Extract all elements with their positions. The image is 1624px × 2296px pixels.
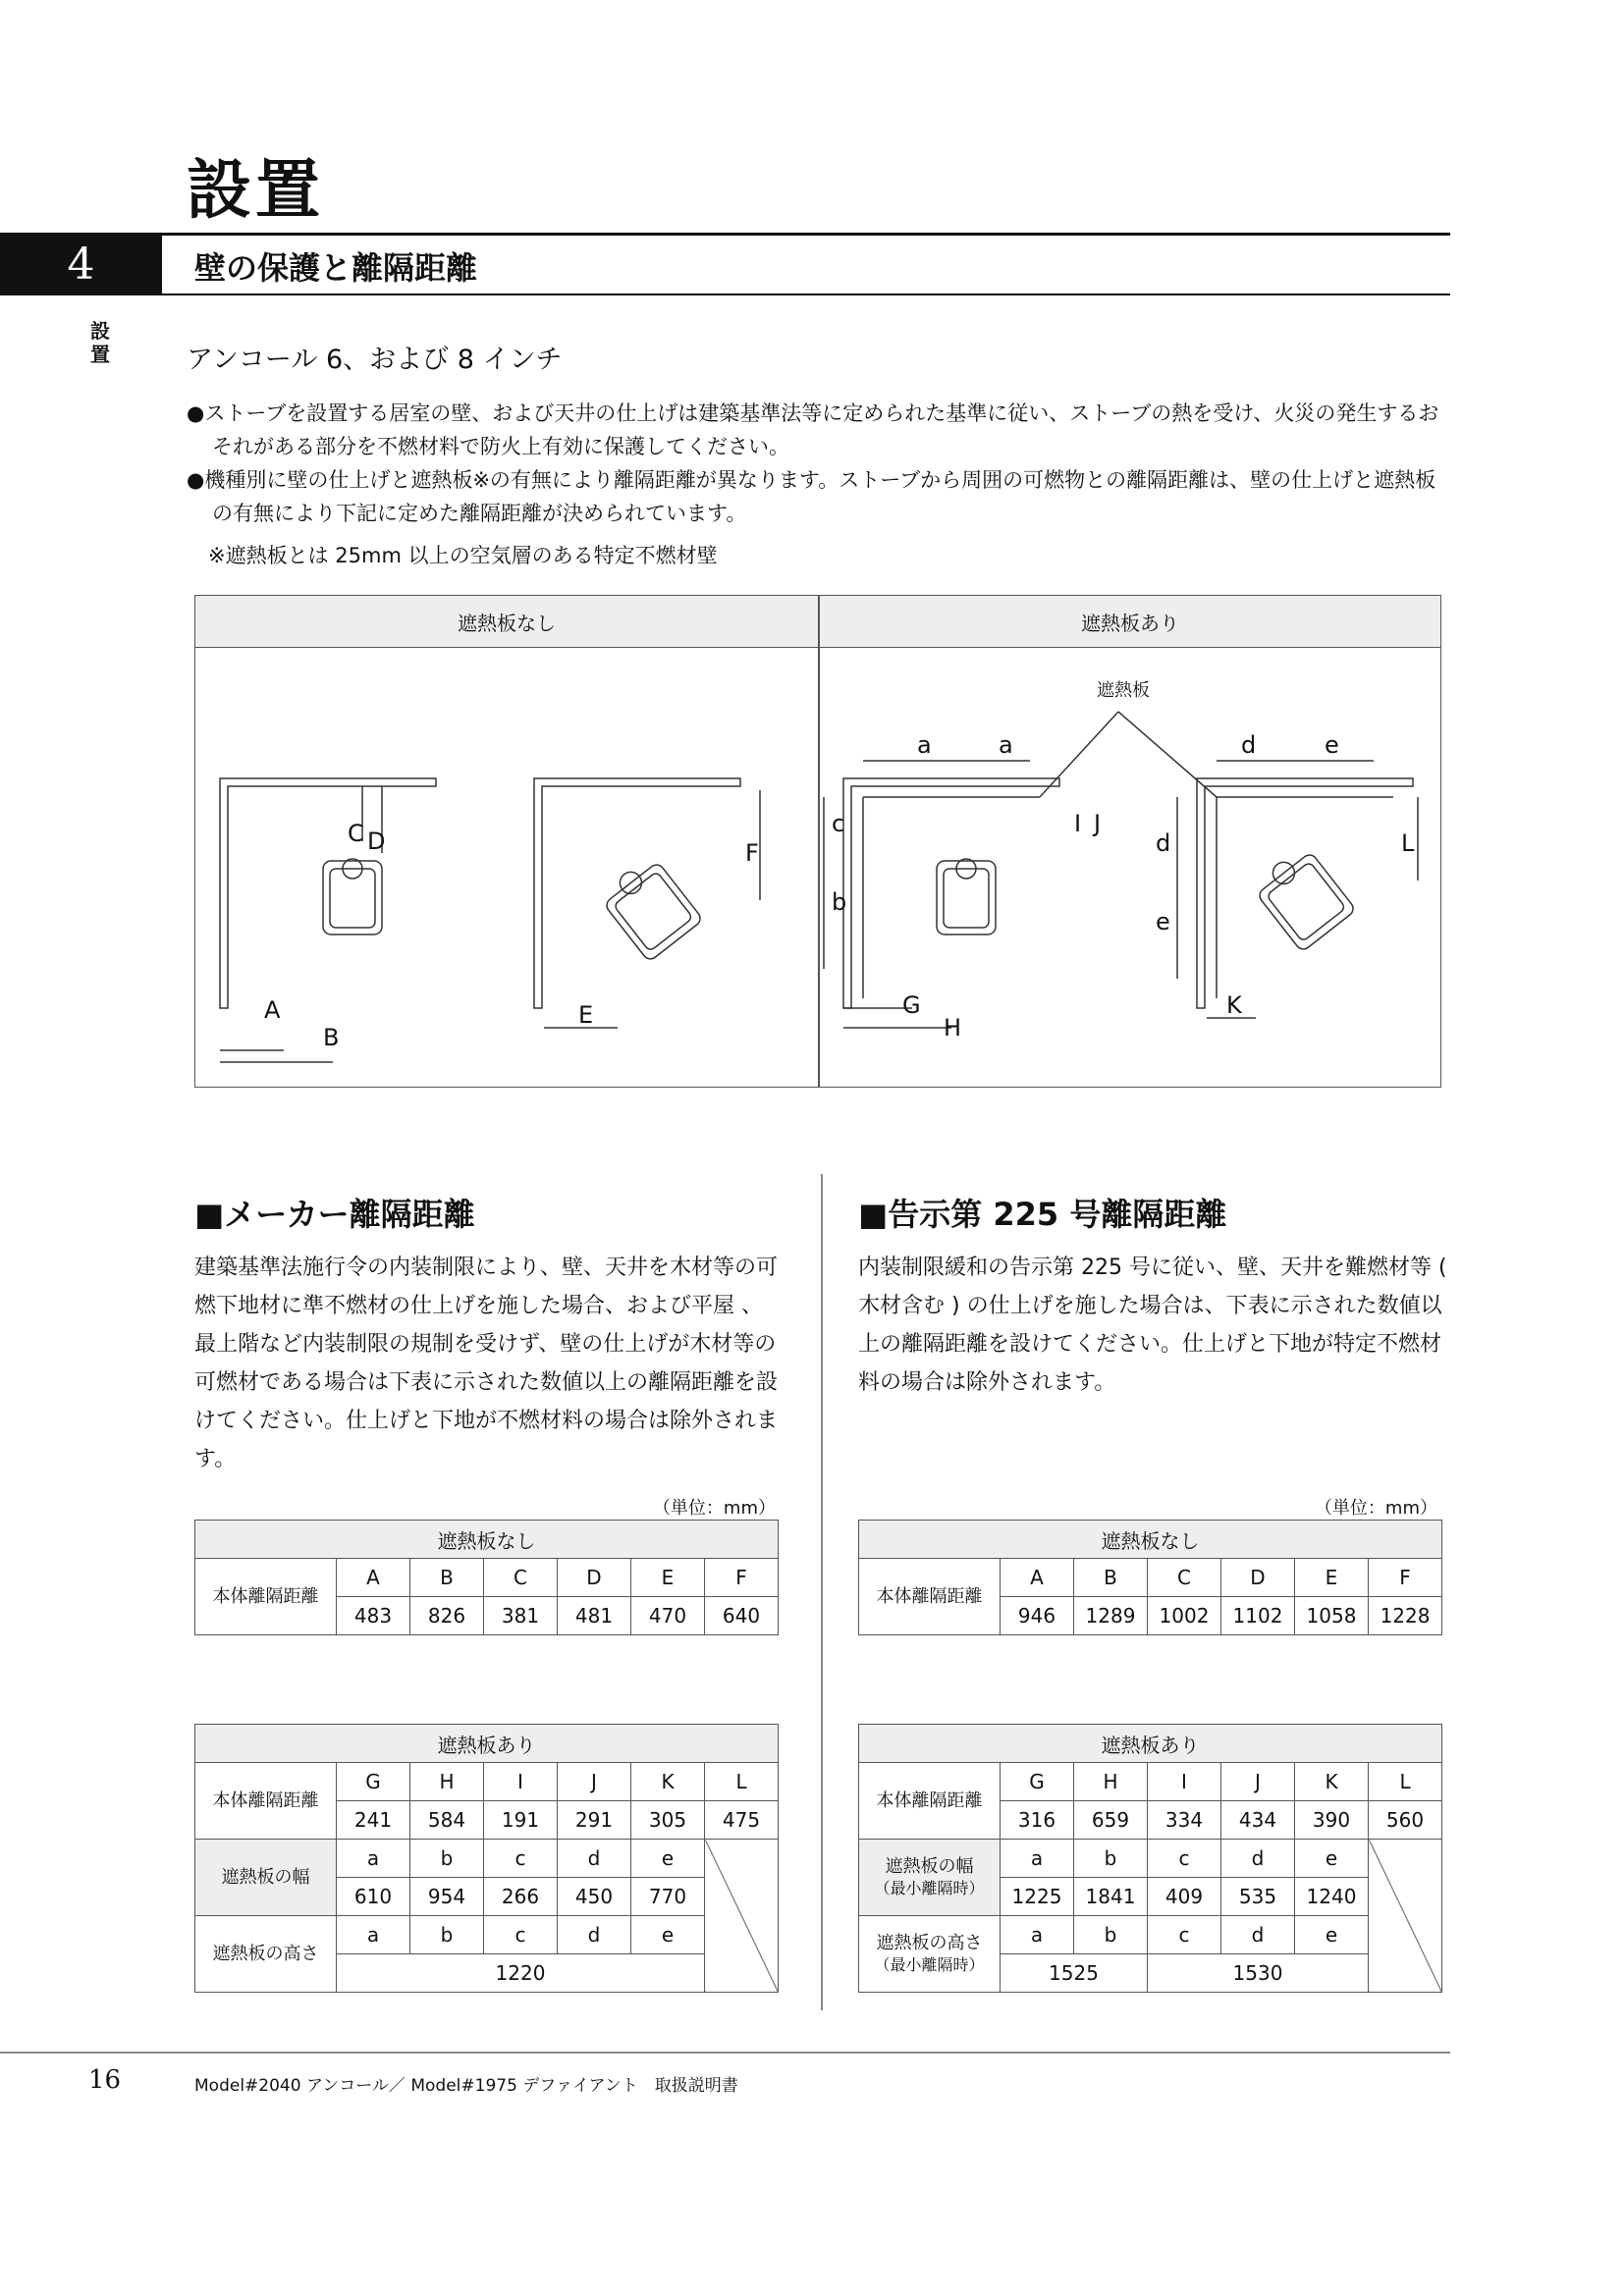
col-header: J (558, 1763, 631, 1801)
chapter-title: 設置 (187, 151, 324, 228)
col-header: a (337, 1840, 410, 1878)
shield-label: 遮熱板 (1097, 680, 1150, 701)
maker-body: 建築基準法施行令の内装制限により、壁、天井を木材等の可燃下地材に準不燃材の仕上げを施した場合、および平屋 、最上階など内装制限の規制を受けず、壁の仕上げが木材等の可燃材である場合は下表に示された数値以上の離隔距離を設けてください。仕上げと下地が不燃材料の場合は除外されます。 (194, 1255, 779, 1471)
maker-table-no-shield (194, 1520, 779, 1635)
notice-table-with-shield (858, 1724, 1442, 1993)
col-header: K (631, 1763, 705, 1801)
shield-note: ※遮熱板とは 25mm 以上の空気層のある特定不燃材壁 (208, 544, 718, 567)
col-header: C (484, 1559, 558, 1597)
table-cell: 475 (705, 1801, 779, 1840)
dim-label-d: d (1156, 829, 1171, 857)
dim-label-E: E (578, 1001, 594, 1029)
col-header: b (410, 1916, 484, 1954)
col-header: K (1295, 1763, 1369, 1801)
diagram-header-no-shield: 遮熱板なし (195, 596, 818, 648)
row-label: 遮熱板の高さ (195, 1916, 337, 1993)
subtitle: アンコール 6、および 8 インチ (187, 345, 563, 375)
col-header: D (1221, 1559, 1295, 1597)
row-label-sub: （最小離隔時） (874, 1954, 985, 1974)
table-cell: 1228 (1369, 1597, 1442, 1635)
table-cell: 1220 (337, 1954, 705, 1993)
row-label: 本体離隔距離 (859, 1763, 1001, 1840)
table-cell: 450 (558, 1878, 631, 1916)
col-header: b (1074, 1840, 1148, 1878)
col-header: e (1295, 1916, 1369, 1954)
table-cell: 241 (337, 1801, 410, 1840)
col-header: F (705, 1559, 779, 1597)
col-header: H (1074, 1763, 1148, 1801)
table-cell: 191 (484, 1801, 558, 1840)
dim-label-F: F (745, 839, 759, 867)
dim-label-a: a (917, 731, 932, 759)
diagram-header-with-shield: 遮熱板あり (820, 596, 1440, 648)
dim-label-I: I (1074, 810, 1082, 837)
col-header: E (1295, 1559, 1369, 1597)
notice-body: 内装制限緩和の告示第 225 号に従い、壁、天井を難燃材等 ( 木材含む ) の仕上げを施した場合は、下表に示された数値以上の離隔距離を設けてください。仕上げと下地が特定不燃材料の場合は除外されます。 (858, 1255, 1447, 1395)
bullet-item: ●ストーブを設置する居室の壁、および天井の仕上げは建築基準法等に定められた基準に従い、ストーブの熱を受け、火災の発生するおそれがある部分を不燃材料で防火上有効に保護してください。 (187, 401, 1439, 458)
table-title: 遮熱板あり (859, 1725, 1442, 1763)
table-cell: 291 (558, 1801, 631, 1840)
col-header: b (410, 1840, 484, 1878)
col-header: L (705, 1763, 779, 1801)
maker-unit: （単位：mm） (652, 1498, 776, 1519)
row-label (859, 1916, 1001, 1993)
dim-label-e: e (1156, 908, 1170, 935)
diagram-drawing (195, 596, 1440, 1087)
table-cell: 434 (1221, 1801, 1295, 1840)
col-header: C (1148, 1559, 1221, 1597)
row-label: 遮熱板の幅 (195, 1840, 337, 1916)
table-cell: 954 (410, 1878, 484, 1916)
col-header: J (1221, 1763, 1295, 1801)
table-cell: 1002 (1148, 1597, 1221, 1635)
table-cell: 390 (1295, 1801, 1369, 1840)
row-label: 本体離隔距離 (195, 1559, 337, 1635)
maker-heading: ■メーカー離隔距離 (194, 1196, 475, 1233)
col-header: B (410, 1559, 484, 1597)
dim-label-c: c (832, 810, 845, 837)
col-header: A (337, 1559, 410, 1597)
col-header: F (1369, 1559, 1442, 1597)
table-cell: 470 (631, 1597, 705, 1635)
table-cell: 409 (1148, 1878, 1221, 1916)
notice-table-no-shield (858, 1520, 1442, 1635)
table-title: 遮熱板なし (195, 1521, 779, 1559)
row-label: 本体離隔距離 (859, 1559, 1001, 1635)
table-cell: 483 (337, 1597, 410, 1635)
table-cell: 481 (558, 1597, 631, 1635)
table-cell: 1841 (1074, 1878, 1148, 1916)
bullet-list (187, 397, 1443, 530)
col-header: d (558, 1840, 631, 1878)
footer-text: Model#2040 アンコール／ Model#1975 デファイアント 取扱説明書 (194, 2076, 738, 2096)
col-header: G (1001, 1763, 1074, 1801)
section-number: 4 (0, 233, 162, 295)
table-cell: 640 (705, 1597, 779, 1635)
row-label-main: 遮熱板の高さ (876, 1932, 983, 1953)
col-header: a (1001, 1916, 1074, 1954)
col-header: E (631, 1559, 705, 1597)
row-label-main: 遮熱板の幅 (885, 1855, 974, 1877)
table-cell: 770 (631, 1878, 705, 1916)
col-header: I (1148, 1763, 1221, 1801)
col-header: e (631, 1916, 705, 1954)
section-title: 壁の保護と離隔距離 (194, 249, 478, 287)
bullet-item: ●機種別に壁の仕上げと遮熱板※の有無により離隔距離が異なります。ストーブから周囲の可燃物との離隔距離は、壁の仕上げと遮熱板の有無により下記に定めた離隔距離が決められています。 (187, 468, 1436, 525)
table-cell: 584 (410, 1801, 484, 1840)
table-cell: 1289 (1074, 1597, 1148, 1635)
table-cell: 305 (631, 1801, 705, 1840)
col-header: b (1074, 1916, 1148, 1954)
clearance-diagram (194, 595, 1441, 1088)
table-cell: 381 (484, 1597, 558, 1635)
table-cell: 1240 (1295, 1878, 1369, 1916)
table-cell: 610 (337, 1878, 410, 1916)
table-cell: 266 (484, 1878, 558, 1916)
col-header: d (1221, 1840, 1295, 1878)
dim-label-d: d (1241, 731, 1257, 759)
table-title: 遮熱板なし (859, 1521, 1442, 1559)
table-cell: 334 (1148, 1801, 1221, 1840)
dim-label-C: C (348, 820, 364, 847)
dim-label-b: b (832, 888, 847, 916)
dim-label-K: K (1226, 991, 1242, 1019)
section-rule-top (162, 233, 1450, 236)
col-header: A (1001, 1559, 1074, 1597)
table-cell: 1102 (1221, 1597, 1295, 1635)
dim-label-e: e (1325, 731, 1339, 759)
dim-label-J: J (1094, 810, 1102, 837)
dim-label-G: G (902, 991, 921, 1019)
col-header: I (484, 1763, 558, 1801)
table-cell: 1525 (1001, 1954, 1148, 1993)
table-cell: 535 (1221, 1878, 1295, 1916)
table-cell: 826 (410, 1597, 484, 1635)
table-cell: 946 (1001, 1597, 1074, 1635)
col-header: d (1221, 1916, 1295, 1954)
dim-label-D: D (367, 828, 386, 855)
dim-label-L: L (1401, 829, 1415, 857)
column-divider (821, 1174, 823, 2010)
table-cell: 560 (1369, 1801, 1442, 1840)
empty-cell (1369, 1840, 1442, 1993)
col-header: e (631, 1840, 705, 1878)
dim-label-H: H (944, 1014, 962, 1041)
col-header: c (1148, 1916, 1221, 1954)
col-header: G (337, 1763, 410, 1801)
col-header: a (337, 1916, 410, 1954)
row-label-sub: （最小離隔時） (874, 1878, 985, 1897)
col-header: e (1295, 1840, 1369, 1878)
section-rule-bottom (162, 294, 1450, 295)
footer-rule (0, 2052, 1450, 2054)
table-cell: 1058 (1295, 1597, 1369, 1635)
notice-unit: （単位：mm） (1314, 1498, 1437, 1519)
col-header: a (1001, 1840, 1074, 1878)
maker-table-with-shield (194, 1724, 779, 1993)
dim-label-B: B (323, 1024, 340, 1051)
table-cell: 1225 (1001, 1878, 1074, 1916)
col-header: c (484, 1916, 558, 1954)
col-header: H (410, 1763, 484, 1801)
table-title: 遮熱板あり (195, 1725, 779, 1763)
table-cell: 316 (1001, 1801, 1074, 1840)
table-cell: 659 (1074, 1801, 1148, 1840)
notice-heading: ■告示第 225 号離隔距離 (858, 1196, 1227, 1233)
dim-label-a: a (999, 731, 1013, 759)
col-header: B (1074, 1559, 1148, 1597)
side-label: 設置 (90, 319, 110, 366)
empty-cell (705, 1840, 779, 1993)
col-header: c (484, 1840, 558, 1878)
col-header: D (558, 1559, 631, 1597)
col-header: L (1369, 1763, 1442, 1801)
col-header: c (1148, 1840, 1221, 1878)
table-cell: 1530 (1148, 1954, 1369, 1993)
row-label (859, 1840, 1001, 1916)
dim-label-A: A (264, 996, 281, 1024)
page-number: 16 (88, 2065, 122, 2095)
col-header: d (558, 1916, 631, 1954)
row-label: 本体離隔距離 (195, 1763, 337, 1840)
